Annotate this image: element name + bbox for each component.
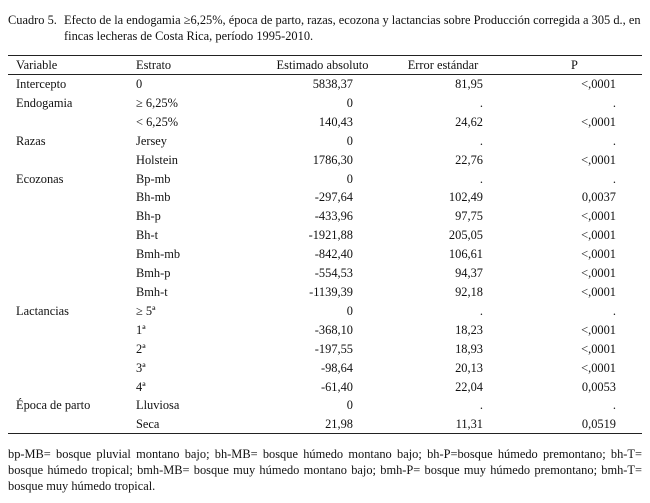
cell-error: . [479, 303, 483, 318]
cell-error: 18,93 [455, 341, 483, 356]
cell-estimado: -842,40 [314, 247, 353, 262]
cell-estrato: < 6,25% [136, 114, 179, 129]
caption-label: Cuadro 5. [8, 13, 57, 27]
caption-text: Efecto de la endogamia ≥6,25%, época de parto, razas, ecozona y lactancias sobre Producción corregida a 305 d., en fincas lecheras de Costa Rica, período 1995-2010. [64, 13, 641, 43]
cell-error: 11,31 [455, 417, 483, 432]
cell-estimado: 140,43 [318, 114, 353, 129]
table-row [8, 207, 642, 226]
table-row [8, 188, 642, 207]
cell-estimado: -368,10 [314, 322, 353, 337]
cell-p: <,0001 [581, 284, 616, 299]
cell-estimado: 0 [346, 303, 353, 318]
cell-p: <,0001 [581, 322, 616, 337]
cell-estrato: Holstein [136, 152, 178, 167]
cell-p: <,0001 [581, 152, 616, 167]
cell-estimado: -61,40 [320, 379, 353, 394]
cell-estimado: -1139,39 [309, 284, 353, 299]
cell-estrato: 0 [136, 77, 143, 91]
cell-estimado: -433,96 [314, 209, 353, 224]
table-row [8, 415, 642, 434]
cell-estrato: 3ª [136, 360, 146, 375]
cell-p: . [612, 171, 616, 186]
cell-estimado: 21,98 [325, 417, 353, 432]
column-header-p: P [571, 58, 578, 72]
cell-estimado: 0 [346, 171, 353, 186]
cell-estimado: 0 [346, 95, 353, 110]
cell-estrato: Bmh-p [136, 266, 171, 281]
cell-variable [8, 226, 136, 245]
column-header-estimado: Estimado absoluto [276, 58, 369, 72]
cell-error: . [479, 95, 483, 110]
cell-estimado: -197,55 [314, 341, 353, 356]
cell-variable: Endogamia [16, 95, 73, 110]
cell-variable [8, 188, 136, 207]
table-footnote: bp-MB= bosque pluvial montano bajo; bh-MB= bosque húmedo montano bajo; bh-P=bosque húmedo premontano; bh-T= bosque húmedo tropical; bmh-MB= bosque muy húmedo montano bajo; bmh-P= bosque muy húmedo premontano; bmh-T= bosque muy húmedo tropical. [8, 447, 642, 493]
table-row [8, 302, 642, 321]
table-body [8, 75, 642, 434]
cell-error: . [479, 133, 483, 148]
cell-variable: Época de parto [16, 398, 91, 413]
cell-p: <,0001 [581, 247, 616, 262]
cell-estimado: -297,64 [314, 190, 353, 205]
table-row [8, 283, 642, 302]
cell-p: 0,0037 [581, 190, 616, 205]
cell-variable [8, 359, 136, 378]
cell-error: 97,75 [455, 209, 483, 224]
column-header-error: Error estándar [407, 58, 479, 72]
cell-p: 0,0053 [581, 379, 616, 394]
cell-error: 18,23 [455, 322, 483, 337]
cell-variable: Razas [16, 133, 46, 148]
cell-estrato: Bh-p [136, 209, 161, 224]
cell-p: . [612, 95, 616, 110]
cell-estrato: 4ª [136, 379, 146, 394]
cell-error: 205,05 [448, 228, 483, 243]
cell-variable [8, 321, 136, 340]
cell-variable [8, 245, 136, 264]
table-row [8, 94, 642, 113]
table-row [8, 113, 642, 132]
cell-estrato: Jersey [136, 133, 167, 148]
cell-p: <,0001 [581, 114, 616, 129]
table-row [8, 378, 642, 397]
column-header-variable: Variable [16, 58, 58, 72]
cell-error: . [479, 398, 483, 413]
cell-p: <,0001 [581, 360, 616, 375]
table-row [8, 264, 642, 283]
cell-variable: Intercepto [16, 77, 67, 91]
cell-estrato: Lluviosa [136, 398, 180, 413]
results-table [8, 56, 642, 434]
cell-variable [8, 378, 136, 397]
cell-variable [8, 113, 136, 132]
cell-estrato: Bmh-mb [136, 247, 181, 262]
table-row [8, 170, 642, 189]
cell-estrato: ≥ 6,25% [136, 95, 178, 110]
cell-error: . [479, 171, 483, 186]
cell-p: . [612, 303, 616, 318]
table-row [8, 151, 642, 170]
cell-error: 92,18 [455, 284, 483, 299]
cell-p: 0,0519 [581, 417, 616, 432]
cell-estimado: 0 [346, 133, 353, 148]
cell-estimado: -98,64 [320, 360, 353, 375]
cell-variable [8, 340, 136, 359]
cell-estrato: 2ª [136, 341, 146, 356]
cell-estrato: Bp-mb [136, 171, 171, 186]
cell-error: 24,62 [455, 114, 483, 129]
cell-error: 22,04 [455, 379, 483, 394]
cell-error: 81,95 [455, 77, 483, 91]
cell-variable: Ecozonas [16, 171, 64, 186]
cell-error: 22,76 [455, 152, 483, 167]
cell-estimado: 1786,30 [312, 152, 353, 167]
cell-estrato: Bmh-t [136, 284, 168, 299]
cell-variable [8, 283, 136, 302]
cell-p: <,0001 [581, 228, 616, 243]
column-header-estrato: Estrato [136, 58, 172, 72]
cell-variable [8, 415, 136, 434]
table-row [8, 132, 642, 151]
cell-variable [8, 264, 136, 283]
cell-estimado: -554,53 [314, 266, 353, 281]
table-row [8, 340, 642, 359]
cell-estrato: ≥ 5ª [136, 303, 156, 318]
table-row [8, 245, 642, 264]
cell-p: <,0001 [581, 77, 616, 91]
cell-variable: Lactancias [16, 303, 69, 318]
cell-variable [8, 207, 136, 226]
table-header-row [8, 56, 642, 75]
table-row [8, 226, 642, 245]
cell-estimado: -1921,88 [308, 228, 353, 243]
cell-error: 20,13 [455, 360, 483, 375]
cell-estrato: 1ª [136, 322, 146, 337]
cell-p: <,0001 [581, 341, 616, 356]
table-row [8, 396, 642, 415]
cell-estrato: Bh-t [136, 228, 159, 243]
table-row [8, 321, 642, 340]
cell-p: . [612, 398, 616, 413]
cell-p: <,0001 [581, 266, 616, 281]
cell-estrato: Bh-mb [136, 190, 171, 205]
cell-error: 106,61 [448, 247, 483, 262]
cell-estimado: 5838,37 [312, 77, 353, 91]
cell-error: 94,37 [455, 266, 483, 281]
cell-error: 102,49 [448, 190, 483, 205]
cell-estimado: 0 [346, 398, 353, 413]
cell-p: <,0001 [581, 209, 616, 224]
cell-estrato: Seca [136, 417, 160, 432]
cell-variable [8, 151, 136, 170]
cell-p: . [612, 133, 616, 148]
table-row [8, 75, 642, 94]
table-row [8, 359, 642, 378]
